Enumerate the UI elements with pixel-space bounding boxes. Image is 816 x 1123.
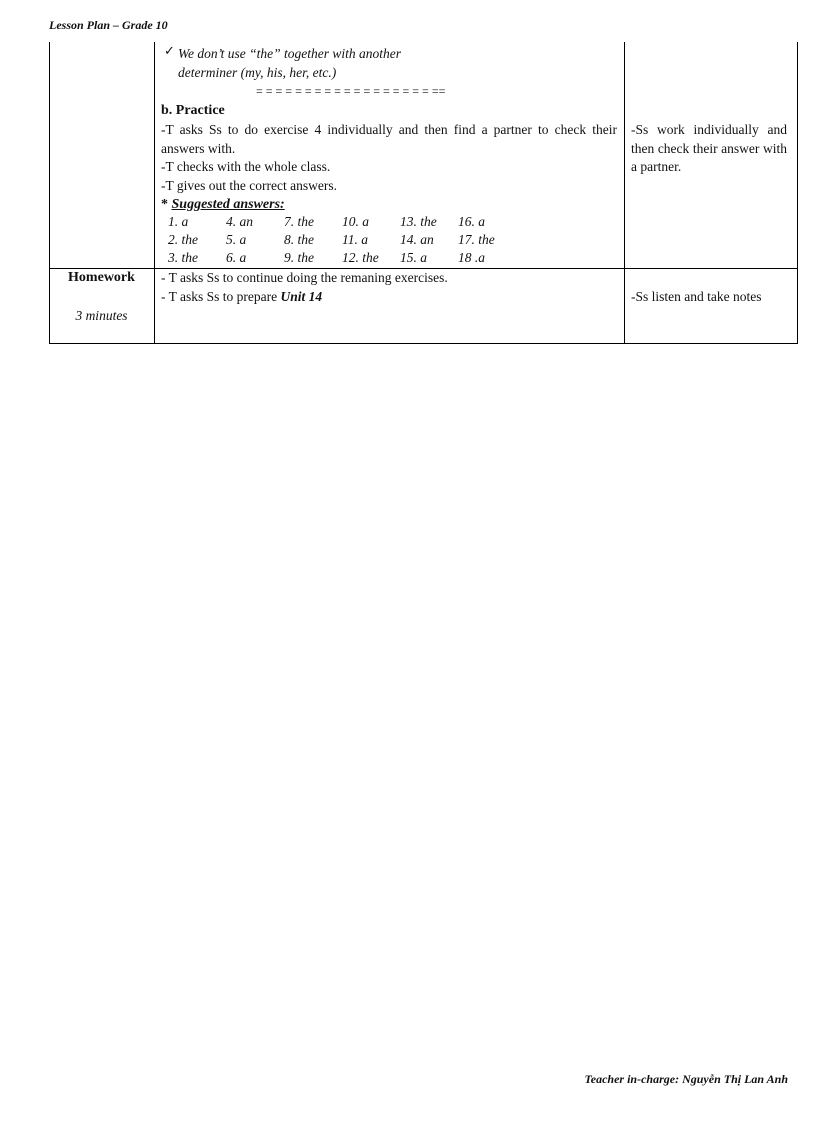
practice-step-3: -T gives out the correct answers. xyxy=(161,178,337,193)
answer-row xyxy=(168,249,516,267)
stage-homework: Homework xyxy=(68,270,135,285)
answer: 12. the xyxy=(342,250,379,265)
next-unit: Unit 14 xyxy=(280,289,323,304)
answer: 3. the xyxy=(168,250,198,265)
answer: 13. the xyxy=(400,214,437,229)
answer: 2. the xyxy=(168,232,198,247)
answer: 10. a xyxy=(342,214,369,229)
answer-row xyxy=(168,213,516,231)
answer: 18 .a xyxy=(458,250,485,265)
grammar-note-line2: determiner (my, his, her, etc.) xyxy=(178,65,337,80)
answer: 16. a xyxy=(458,214,485,229)
practice-step-1: -T asks Ss to do exercise 4 individually and then find a partner to check their answers with. xyxy=(161,122,617,156)
stage-time: 3 minutes xyxy=(75,308,128,323)
page-header: Lesson Plan – Grade 10 xyxy=(49,18,168,32)
answer: 4. an xyxy=(226,214,253,229)
divider-line: = = = = = = = = = = = = = = = = = = == xyxy=(256,84,446,98)
homework-step-2-text: - T asks Ss to prepare xyxy=(161,289,281,304)
answers-prefix: * xyxy=(161,197,172,212)
answer: 15. a xyxy=(400,250,427,265)
answer: 6. a xyxy=(226,250,247,265)
checkmark-icon: ✓ xyxy=(164,43,175,58)
practice-step-2: -T checks with the whole class. xyxy=(161,159,331,174)
grammar-note-line1: We don’t use “the” together with another xyxy=(178,46,401,61)
answer: 7. the xyxy=(284,214,314,229)
page-footer: Teacher in-charge: Nguyễn Thị Lan Anh xyxy=(584,1072,788,1086)
homework-step-1: - T asks Ss to continue doing the remaning exercises. xyxy=(161,270,448,285)
answer-grid xyxy=(168,213,516,267)
answers-title: Suggested answers: xyxy=(171,197,285,212)
answer: 5. a xyxy=(226,232,247,247)
answers-heading xyxy=(161,196,285,214)
student-activity-homework: -Ss listen and take notes xyxy=(631,289,762,304)
section-title: b. Practice xyxy=(161,103,225,118)
answer: 14. an xyxy=(400,232,434,247)
answer: 17. the xyxy=(458,232,495,247)
answer: 1. a xyxy=(168,214,189,229)
student-activity-practice: -Ss work individually and then check their answer with a partner. xyxy=(631,122,787,174)
answer: 9. the xyxy=(284,250,314,265)
answer: 8. the xyxy=(284,232,314,247)
answer-row xyxy=(168,231,516,249)
answer: 11. a xyxy=(342,232,368,247)
homework-step-2 xyxy=(161,288,322,306)
